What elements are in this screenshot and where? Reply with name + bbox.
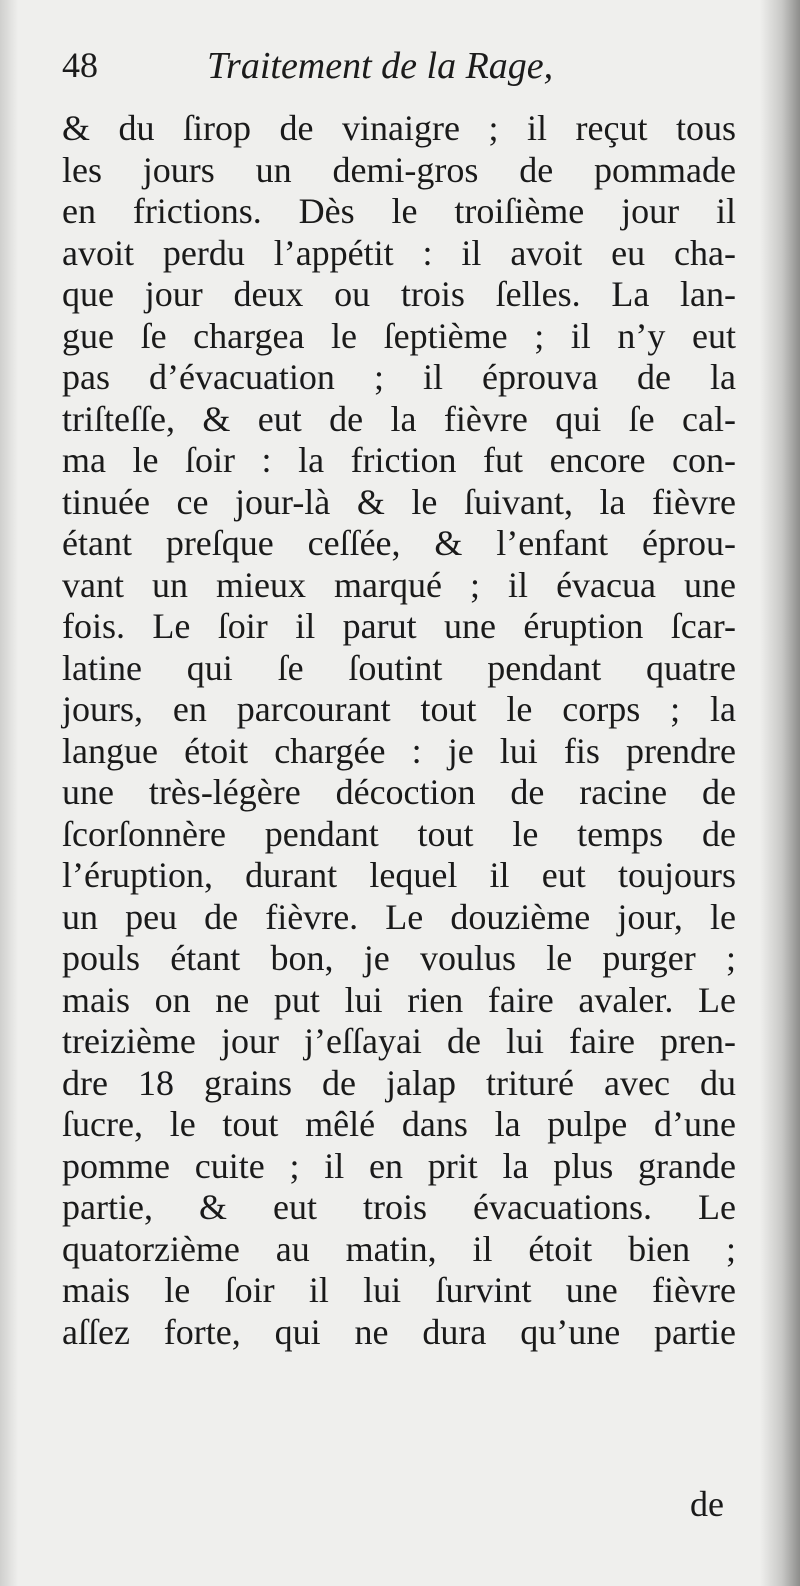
text-line: l’éruption, durant lequel il eut toujours — [62, 855, 736, 895]
text-line: aſſez forte, qui ne dura qu’une partie — [62, 1311, 736, 1352]
text-line: avoit perdu l’appétit : il avoit eu cha- — [62, 232, 736, 273]
text-line: langue étoit chargée : je lui fis prendre — [62, 730, 736, 771]
page-number: 48 — [62, 45, 98, 85]
text-line: ma le ſoir : la friction fut encore con- — [62, 440, 736, 480]
text-line: pas d’évacuation ; il éprouva de la — [62, 357, 736, 397]
text-line: dre 18 grains de jalap trituré avec du — [62, 1062, 736, 1103]
text-line: tinuée ce jour-là & le ſuivant, la fièvre — [62, 481, 736, 522]
text-line: pouls étant bon, je voulus le purger ; — [62, 938, 736, 978]
text-line: gue ſe chargea le ſeptième ; il n’y eut — [62, 315, 736, 356]
text-line: pomme cuite ; il en prit la plus grande — [62, 1145, 736, 1186]
running-title: Traitement de la Rage, — [207, 45, 554, 87]
text-line: triſteſſe, & eut de la fièvre qui ſe cal- — [62, 398, 736, 439]
text-line: une très-légère décoction de racine de — [62, 772, 736, 812]
text-line: ſucre, le tout mêlé dans la pulpe d’une — [62, 1104, 736, 1144]
text-line: & du ſirop de vinaigre ; il reçut tous — [62, 108, 736, 148]
text-line: jours, en parcourant tout le corps ; la — [62, 689, 736, 729]
text-line: les jours un demi-gros de pommade — [62, 149, 736, 190]
text-line: partie, & eut trois évacuations. Le — [62, 1187, 736, 1227]
text-line: en frictions. Dès le troiſième jour il — [62, 191, 736, 231]
text-line: ſcorſonnère pendant tout le temps de — [62, 813, 736, 854]
text-line: étant preſque ceſſée, & l’enfant éprou- — [62, 523, 736, 563]
body-text — [62, 108, 736, 1353]
text-line: latine qui ſe ſoutint pendant quatre — [62, 647, 736, 688]
text-line: mais on ne put lui rien faire avaler. Le — [62, 979, 736, 1020]
text-line: que jour deux ou trois ſelles. La lan- — [62, 274, 736, 314]
text-line: un peu de fièvre. Le douzième jour, le — [62, 896, 736, 937]
text-line: vant un mieux marqué ; il évacua une — [62, 564, 736, 605]
page-header — [62, 40, 742, 100]
text-line: mais le ſoir il lui ſurvint une fièvre — [62, 1270, 736, 1310]
text-line: fois. Le ſoir il parut une éruption ſcar- — [62, 606, 736, 646]
text-line: treizième jour j’eſſayai de lui faire pren- — [62, 1021, 736, 1061]
text-line: quatorzième au matin, il étoit bien ; — [62, 1228, 736, 1269]
catchword: de — [690, 1484, 724, 1524]
